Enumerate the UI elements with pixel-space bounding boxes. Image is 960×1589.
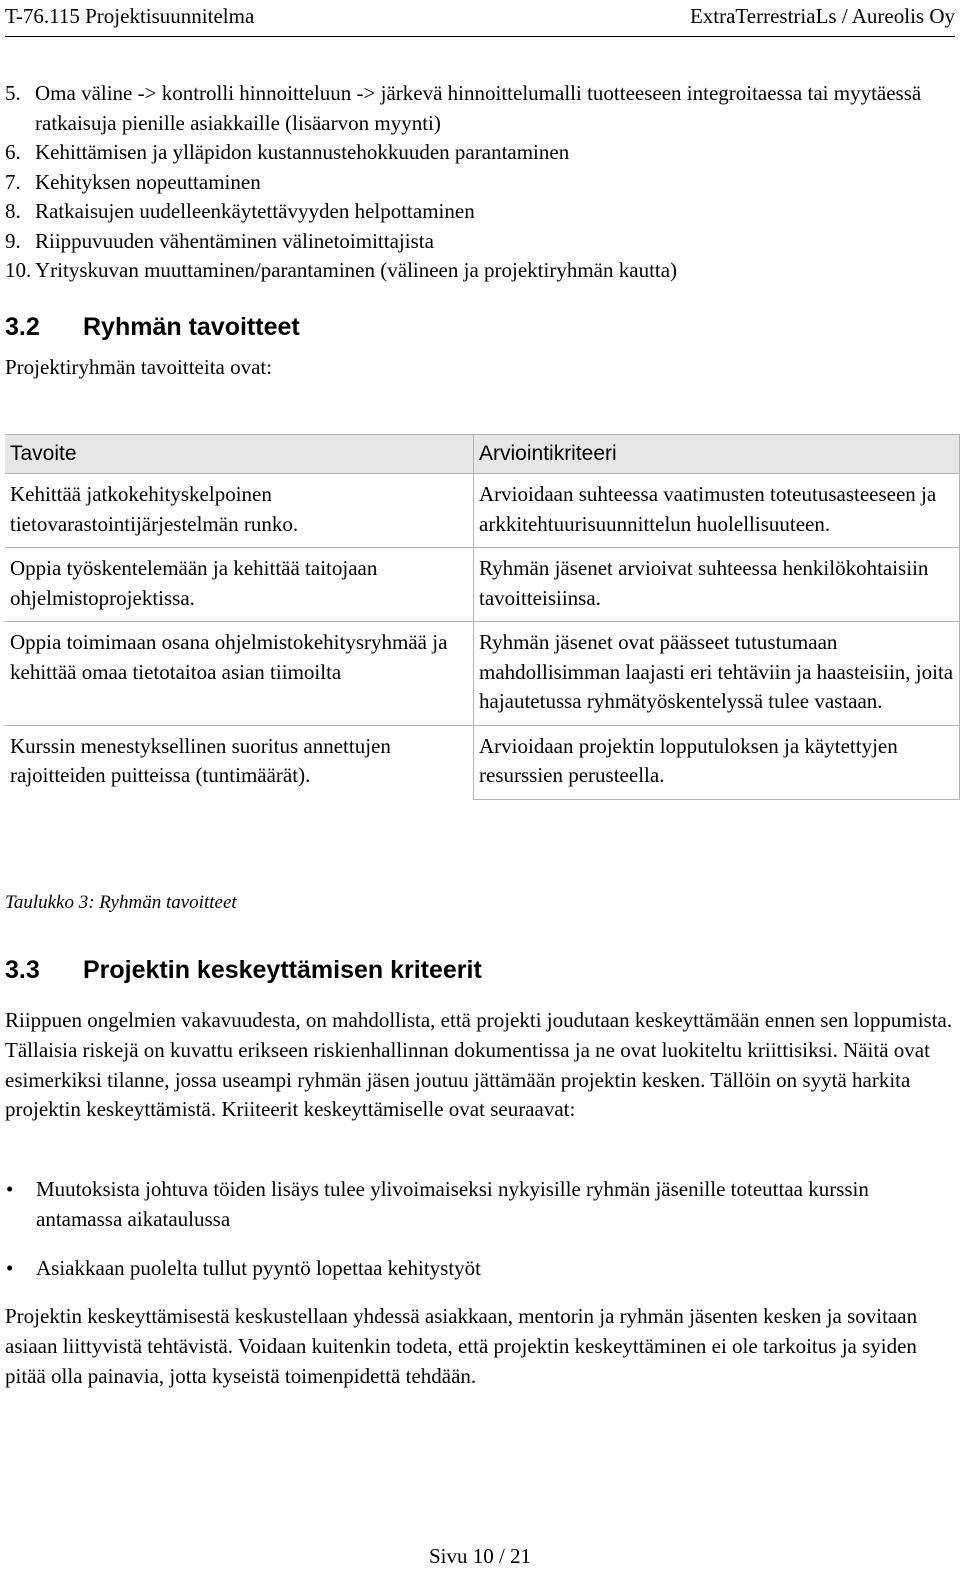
bullet-item [5, 1175, 955, 1235]
list-item-text: Kehityksen nopeuttaminen [35, 169, 261, 194]
page-number: Sivu 10 / 21 [428, 1544, 532, 1568]
section-heading-3-3 [5, 956, 482, 985]
header-document-title: T-76.115 Projektisuunnitelma [5, 4, 255, 28]
list-item-text: Ratkaisujen uudelleenkäytettävyyden helpottaminen [35, 199, 475, 223]
bullet-list [5, 1175, 955, 1302]
list-item [5, 197, 955, 227]
goal-cell: Kehittää jatkokehityskelpoinen tietovarastointijärjestelmän runko. [5, 474, 474, 548]
header-team-name: ExtraTerrestriaLs / Aureolis Oy [689, 4, 955, 28]
bullet-icon: • [6, 1255, 14, 1280]
column-header-goal: Tavoite [5, 435, 474, 474]
bullet-item [5, 1254, 955, 1284]
criteria-cell: Arvioidaan suhteessa vaatimusten toteutusasteeseen ja arkkitehtuurisuunnittelun huolellisuuteen. [474, 474, 960, 548]
list-item-number: 7. [5, 169, 21, 194]
goals-table [5, 434, 960, 800]
bullet-text: Asiakkaan puolelta tullut pyyntö lopettaa kehitystyöt [36, 1255, 481, 1280]
table-row [5, 622, 960, 726]
list-item [5, 168, 955, 198]
list-item-number: 8. [5, 199, 21, 223]
goal-cell: Oppia työskentelemään ja kehittää taitojaan ohjelmistoprojektissa. [5, 548, 474, 622]
table-row [5, 548, 960, 622]
list-item [5, 79, 955, 138]
criteria-cell: Arvioidaan projektin lopputuloksen ja käytettyjen resurssien perusteella. [474, 725, 960, 799]
list-item-number: 10. [5, 258, 32, 282]
section-title: Ryhmän tavoitteet [83, 313, 300, 341]
list-item-text: Kehittämisen ja ylläpidon kustannustehokkuuden parantaminen [35, 140, 570, 164]
list-item [5, 227, 955, 257]
section-number: 3.2 [5, 313, 40, 341]
list-item-text: Riippuvuuden vähentäminen välinetoimittajista [35, 228, 434, 253]
criteria-cell: Ryhmän jäsenet ovat päässeet tutustumaan mahdollisimman laajasti eri tehtäviin ja haasteisiin, joita hajautetussa ryhmätyöskentelyssä tulee vastaan. [474, 622, 960, 726]
section-paragraph: Projektin keskeyttämisestä keskustellaan yhdessä asiakkaan, mentorin ja ryhmän jäsenten kesken ja sovitaan asiaan liittyvistä tehtävistä. Voidaan kuitenkin todeta, että projektin keskeyttäminen ei ole tarkoitus ja syiden pitää olla painavia, jotta kyseistä toimenpidettä tehdään. [5, 1304, 918, 1388]
criteria-cell: Ryhmän jäsenet arvioivat suhteessa henkilökohtaisiin tavoitteisiinsa. [474, 548, 960, 622]
section-heading-3-2 [5, 313, 300, 342]
list-item-number: 5. [5, 81, 21, 105]
bullet-text: Muutoksista johtuva töiden lisäys tulee ylivoimaiseksi nykyisille ryhmän jäsenille toteuttaa kurssin antamassa aikataulussa [36, 1177, 869, 1231]
list-item-text: Yrityskuvan muuttaminen/parantaminen (välineen ja projektiryhmän kautta) [35, 258, 678, 282]
section-title: Projektin keskeyttämisen kriteerit [83, 956, 482, 984]
list-item [5, 256, 955, 286]
page-header [5, 0, 955, 37]
list-item [5, 138, 955, 168]
section-number: 3.3 [5, 956, 40, 984]
list-item-number: 9. [5, 228, 21, 253]
list-item-number: 6. [5, 140, 21, 164]
section-intro: Projektiryhmän tavoitteita ovat: [5, 355, 273, 379]
numbered-list [5, 79, 955, 286]
column-header-criteria: Arviointikriteeri [474, 435, 960, 474]
section-paragraph: Riippuen ongelmien vakavuudesta, on mahdollista, että projekti joudutaan keskeyttämään ennen sen loppumista. Tällaisia riskejä on kuvattu erikseen riskienhallinnan dokumentissa ja ne ovat luokiteltu kriittisiksi. Näitä ovat esimerkiksi tilanne, jossa useampi ryhmän jäsen joutuu jättämään projektin kesken. Tällöin on syytä harkita projektin keskeyttämistä. Kriiteerit keskeyttämiselle ovat seuraavat: [5, 1008, 953, 1122]
table-header-row [5, 435, 960, 474]
goal-cell: Oppia toimimaan osana ohjelmistokehitysryhmää ja kehittää omaa tietotaitoa asian tiimoilta [5, 622, 474, 726]
goal-cell: Kurssin menestyksellinen suoritus annettujen rajoitteiden puitteissa (tuntimäärät). [5, 725, 474, 799]
bullet-icon: • [6, 1177, 14, 1201]
table-row [5, 474, 960, 548]
table-row [5, 725, 960, 799]
table-caption: Taulukko 3: Ryhmän tavoitteet [5, 892, 237, 913]
list-item-text: Oma väline -> kontrolli hinnoitteluun -> järkevä hinnoittelumalli tuotteeseen integroitaessa tai myytäessä ratkaisuja pienille asiakkaille (lisäarvon myynti) [35, 81, 922, 135]
